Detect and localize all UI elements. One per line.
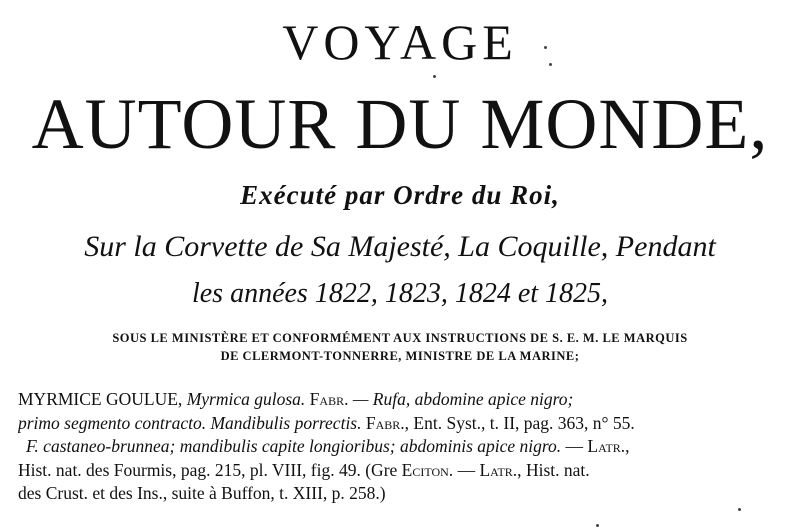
genus-eciton: Eciton. <box>401 459 454 480</box>
subtitle-years: les années 1822, 1823, 1824 et 1825, <box>191 278 609 309</box>
entry-line-3 <box>18 435 788 459</box>
reference-4: des Crust. et des Ins., suite à Buffon, t. XIII, p. 258.) <box>18 483 386 503</box>
author-latr-2: — Latr., <box>457 459 522 480</box>
entry-line-4 <box>18 459 788 483</box>
description-2: primo segmento contracto. Mandibulis porrectis. <box>18 412 362 433</box>
print-speck <box>544 46 547 49</box>
ministry-line-2: DE CLERMONT-TONNERRE, MINISTRE DE LA MARINE; <box>220 349 580 363</box>
print-speck <box>596 524 599 527</box>
entry-line-2 <box>18 412 788 436</box>
author-latr-1: — Latr., <box>565 436 630 456</box>
description-1: — Rufa, abdomine apice nigro; <box>352 389 574 409</box>
species-name: MYRMICE GOULUE, <box>18 389 183 409</box>
author-fabr-2: Fabr. <box>365 412 405 433</box>
reference-1: , Ent. Syst., t. II, pag. 363, n° 55. <box>404 412 635 433</box>
subtitle-corvette: Sur la Corvette de Sa Majesté, La Coquille, Pendant <box>84 230 716 263</box>
title-voyage: VOYAGE <box>282 14 518 70</box>
print-speck <box>549 63 552 66</box>
author-fabr-1: Fabr. <box>309 389 349 409</box>
entry-line-1 <box>18 388 788 412</box>
species-entry <box>18 388 788 506</box>
ministry-line-1: SOUS LE MINISTÈRE ET CONFORMÉMENT AUX INSTRUCTIONS DE S. E. M. LE MARQUIS <box>112 331 688 345</box>
entry-line-5 <box>18 482 788 506</box>
reference-3: Hist. nat. <box>525 459 590 480</box>
print-speck <box>738 508 741 511</box>
title-autour-du-monde: AUTOUR DU MONDE, <box>31 84 769 164</box>
subtitle-execute: Exécuté par Ordre du Roi, <box>240 180 560 210</box>
description-3: F. castaneo-brunnea; mandibulis capite longioribus; abdominis apice nigro. <box>26 436 562 456</box>
print-speck <box>433 75 436 78</box>
species-latin: Myrmica gulosa. <box>186 389 306 409</box>
reference-2: Hist. nat. des Fourmis, pag. 215, pl. VIII, fig. 49. (Gre <box>18 459 398 480</box>
